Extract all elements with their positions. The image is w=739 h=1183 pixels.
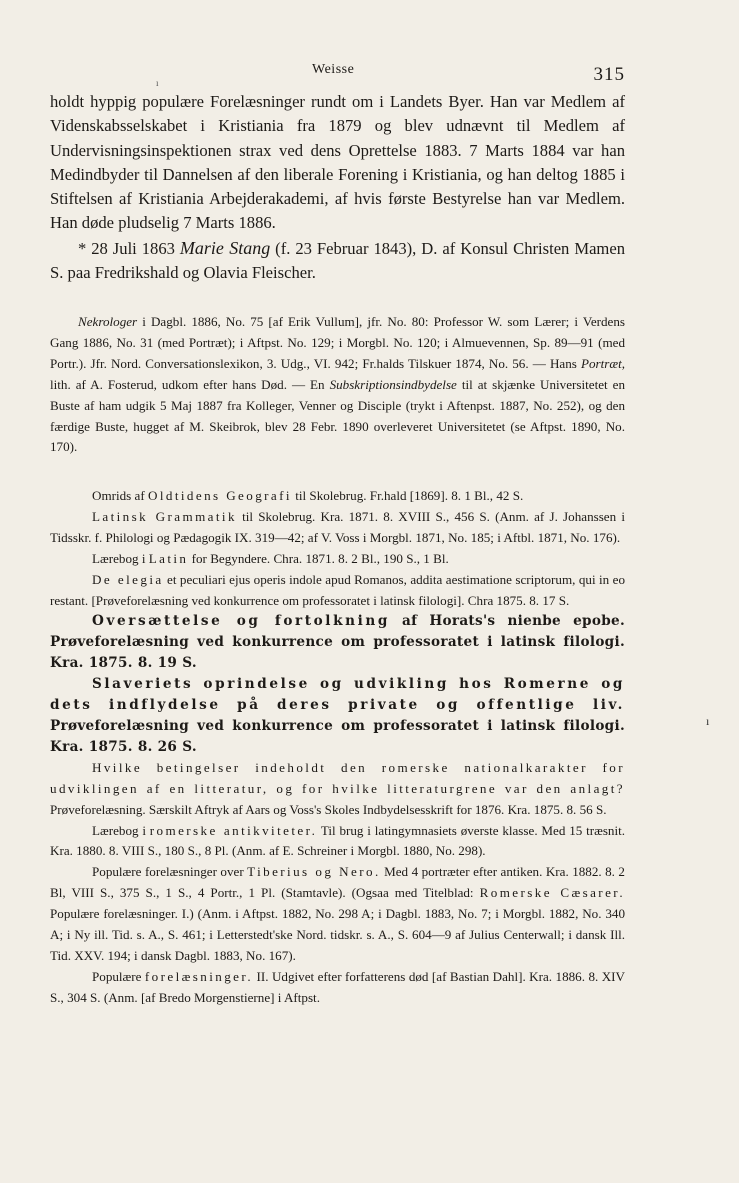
main-text <box>50 90 625 285</box>
bib-entry <box>50 862 625 967</box>
running-head: Weisse <box>312 62 355 77</box>
margin-mark: ı <box>706 714 710 728</box>
biography-paragraph: holdt hyppig populære Forelæsninger rundt om i Landets Byer. Han var Medlem af Videnskabsselskabet i Kristiania fra 1879 og blev udnævnt til Medlem af Undervisningsinspektionen strax ved dens Oprettelse 1883. 7 Marts 1884 var han Medindbyder til Dannelsen af den liberale Forening i Kristiania, og han deltog 1885 i Stiftelsen af Kristiania Arbejderakademi, af hvis første Bestyrelse han var Medlem. Han døde pludselig 7 Marts 1886. <box>50 92 625 233</box>
bib-entry-8-post: Til brug i latingymnasiets øverste klasse. Med 15 træsnit. Kra. 1880. 8. VIII S., 180 S., 8 Pl. (Anm. af E. Schreiner i Morgbl. 1880, No. 298). <box>50 822 626 859</box>
bib-entry-10-pre: Populære <box>92 968 145 984</box>
bib-entry <box>50 570 625 612</box>
bib-entry-10-post: II. Udgivet efter forfatterens død [af Bastian Dahl]. Kra. 1886. 8. XIV S., 304 S. (Anm. [af Bredo Morgenstierne] i Aftpst. <box>50 968 625 1005</box>
bib-entry-2-post: til Skolebrug. Kra. 1871. 8. XVIII S., 456 S. (Anm. af J. Johanssen i Tidsskr. f. Philologi og Pædagogik IX. 319—42; af V. Voss i Morgbl. 1871, No. 185; i Aftbl. 1871, No. 176). <box>50 508 625 545</box>
bib-entry-8-title: romerske antikviteter. <box>149 822 318 838</box>
bib-entry-1-title: Oldtidens Geografi <box>148 488 292 503</box>
bib-entry-2-title: Latinsk Grammatik <box>92 508 237 524</box>
bib-entry-5-title: Oversættelse og fortolkning <box>92 613 390 630</box>
bib-entry-fraktur <box>50 611 625 674</box>
marriage-paragraph <box>50 236 625 286</box>
bib-entry-6-title: Slaveriets oprindelse og udvikling hos Romerne og dets indflydelse på deres private og offentlige liv. <box>50 676 625 714</box>
bib-entry <box>50 821 625 863</box>
sources-paragraph <box>50 312 625 458</box>
bib-entry-9-pre: Populære forelæsninger over <box>92 864 248 880</box>
page-number: 315 <box>593 64 625 85</box>
bib-entry-3-pre: Lærebog i <box>92 550 149 566</box>
sources-text-3: til at skjænke Universitetet en Buste af ham udgik 5 Maj 1887 fra Kolleger, Venner og Disciple (trykt i Aftenpst. 1887, No. 252), og den færdige Buste, hugget af M. Skeibrok, blev 28 Febr. 1890 overleveret Universitetet (se Aftpst. 1890, No. 170). <box>50 376 625 455</box>
bib-entry-1-pre: Omrids af <box>92 488 149 503</box>
bib-entry-9-mid: Med 4 portræter efter antiken. Kra. 1882. 8. 2 Bl, VIII S., 375 S., 1 S., 4 Portr., 1 Pl. (Stamtavle). (Ogsaa med Titelblad: <box>50 864 625 901</box>
bib-entry-3-post: for Begyndere. Chra. 1871. 8. 2 Bl., 190 S., 1 Bl. <box>188 550 449 566</box>
marriage-text-pre: * 28 Juli 1863 <box>78 238 180 258</box>
sources-label: Nekrologer <box>78 314 138 329</box>
bib-entry-7-post: Prøveforelæsning. Særskilt Aftryk af Aars og Voss's Skoles Indbydelsesskrift for 1876. Kra. 1875. 8. 56 S. <box>50 801 607 817</box>
bib-entry-7-title: Hvilke betingelser indeholdt den romerske nationalkarakter for udviklingen af en litteratur, og for hvilke litteraturgrene var den anlagt? <box>50 759 625 796</box>
spouse-name: Marie Stang <box>179 237 271 258</box>
bibliography <box>50 486 625 1009</box>
bib-entry <box>50 507 625 549</box>
bib-entry <box>50 549 625 570</box>
page-header <box>50 58 625 88</box>
bib-entry <box>50 758 625 821</box>
bib-entry-1-post: til Skolebrug. Fr.hald [1869]. 8. 1 Bl., 42 S. <box>291 488 524 503</box>
bib-entry-8-pre: Lærebog i <box>92 822 150 838</box>
stray-mark: ı <box>156 78 159 88</box>
bib-entry-9-title: Tiberius og Nero. <box>247 864 381 880</box>
marriage-text-post: (f. 23 Februar 1843), D. af Konsul Christen Mamen S. paa Fredrikshald og Olavia Fleischer. <box>50 238 626 283</box>
bib-entry-10-title: forelæsninger. <box>144 968 254 984</box>
bib-entry-3-title: Latin <box>148 550 189 566</box>
bib-entry-9-post: Populære forelæsninger. I.) (Anm. i Aftpst. 1882, No. 298 A; i Dagbl. 1883, No. 7; i Morgbl. 1882, No. 340 A; i Ny ill. Tid. s. A., S. 461; i Letterstedt'ske Nord. tidskr. s. A., S. 604—9 af Julius Centerwall; i dansk Ill. Tid. XXV. 194; i dansk Dagbl. 1883, No. 167). <box>50 906 625 963</box>
bib-entry <box>50 486 625 507</box>
bib-entry-6-post: Prøveforelæsning ved konkurrence om professoratet i latinsk filologi. Kra. 1875. 8. 26 S. <box>50 717 625 755</box>
bib-entry-5-post: af Horats's nienbe epobe. Prøveforelæsning ved konkurrence om professoratet i latinsk filologi. Kra. 1875. 8. 19 S. <box>50 613 625 672</box>
sources-text-2: lith. af A. Fosterud, udkom efter hans Død. — En <box>50 376 330 392</box>
sources-text-1: i Dagbl. 1886, No. 75 [af Erik Vullum], jfr. No. 80: Professor W. som Lærer; i Verdens Gang 1886, No. 31 (med Portræt); i Aftpst. No. 129; i Morgbl. No. 120; i Almuevennen, Sp. 89—91 (med Portr.). Jfr. Nord. Conversationslexikon, 3. Udg., VI. 942; Fr.halds Tilskuer 1874, No. 56. — Hans <box>50 314 625 371</box>
portrait-term: Portræt, <box>580 355 625 371</box>
bib-entry-fraktur <box>50 674 625 758</box>
bib-entry <box>50 967 625 1009</box>
bib-entry-4-title: De elegia <box>92 571 164 587</box>
subscription-term: Subskriptionsindbydelse <box>329 376 457 392</box>
bib-entry-9-alt-title: Romerske Cæsarer. <box>479 885 625 901</box>
sources-note <box>50 312 625 458</box>
bib-entry-4-post: et peculiari ejus operis indole apud Romanos, addita aestimatione scriptorum, qui in eo restant. [Prøveforelæsning ved konkurrence om professoratet i latinsk filologi]. Chra 1875. 8. 17 S. <box>50 571 625 608</box>
